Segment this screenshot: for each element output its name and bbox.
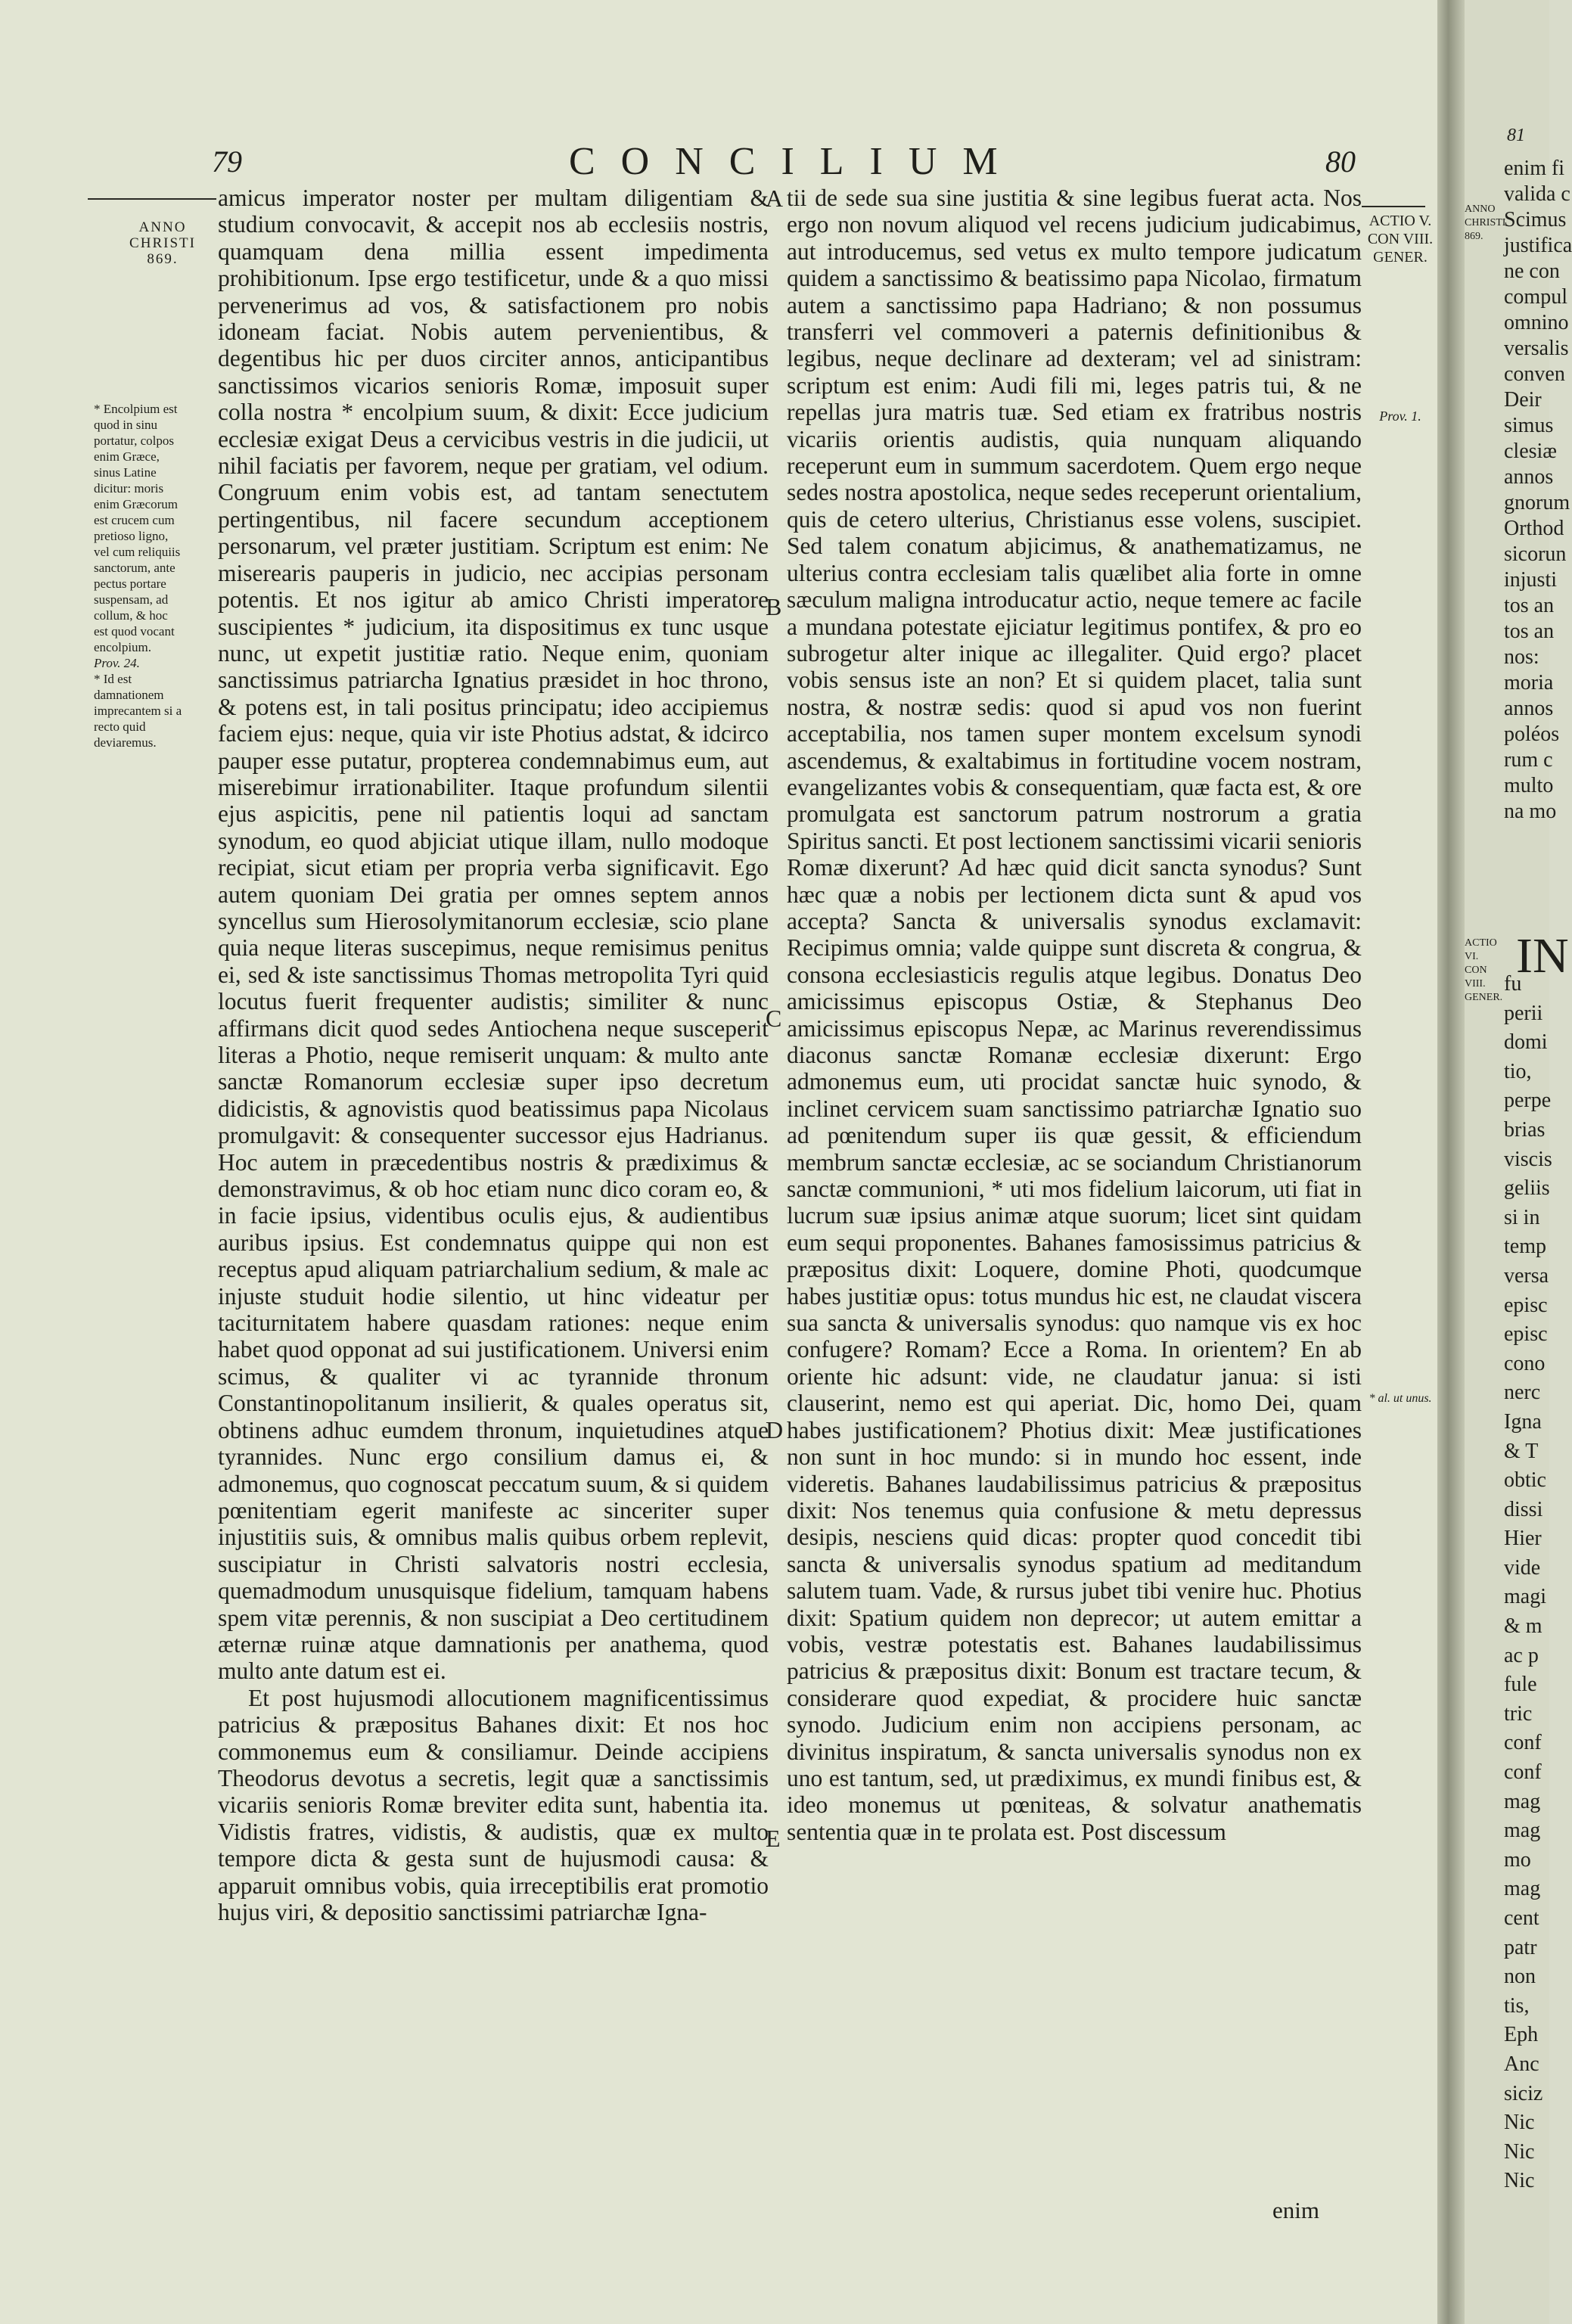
variant-reading-note: * al. ut unus. bbox=[1369, 1392, 1432, 1405]
next-page-year-note: ANNO CHRISTI 869. bbox=[1465, 204, 1506, 242]
next-page-edge bbox=[1465, 0, 1572, 2324]
catchword: enim bbox=[1272, 2197, 1319, 2223]
left-text-column bbox=[218, 185, 769, 1925]
prov-reference-left: Prov. 24. bbox=[94, 656, 140, 670]
next-page-text-fragments-top: enim fi valida c Scimus justifica ne con compul omnino versalis conven Deir simus clesiæ annos gnorum Orthod sicorun injusti tos an tos an nos: moria annos poléos rum c multo na mo bbox=[1504, 157, 1572, 823]
next-page-actio-note: ACTIO VI. CON VIII. GENER. bbox=[1465, 937, 1503, 1003]
left-paragraph-1: amicus imperator noster per multam diligentiam & studium convocavit, & accepit nos ab ecclesiis nostris, quamquam dena millia essent impedimenta prohibitionum. Ipse ergo testificetur, unde & a quo missi pervenerimus ad vos, & satisfactionem pro nobis idoneam faciat. Nobis autem pervenientibus, & degentibus hic per duos circiter annos, anticipantibus sanctissimos vicarios senioris Romæ, imposuit super colla nostra * encolpium suum, & dixit: Ecce judicium ecclesiæ exigat Deus a cervicibus vestris in die judicii, ut nihil faciatis per favorem, neque per gratiam, vel odium. Congruum enim vobis est, ad tantam senectutem pertingentibus, nil facere secundum acceptionem personarum, vel præter justitiam. Scriptum est enim: Ne miserearis pauperis in judicio, nec accipias personam potentis. Et nos igitur ab amico Christi imperatore suscipientes * judicium, ita dispositimus ex tunc usque nunc, ut expetit justitiæ ratio. Neque enim, quoniam sanctissimus patriarcha Ignatius præsidet in hoc throno, & potens est, in tali positus principatu; ideo accipiemus faciem ejus: neque, quia vir iste Photius adstat, & idcirco pauper esse putatur, propterea condemnabimus eum, aut miserebimur irrationabiliter. Itaque profundum silentii ejus aspicitis, pene nil patientis loqui ad sanctam synodum, eo quod abjiciat utique illam, nullo modoque recipiat, sicut etiam per propria verba significavit. Ego autem quoniam Dei gratia per omnes septem annos syncellus sum Hierosolymitanorum ecclesiæ, scio plane quia neque literas suscepimus, neque remisimus penitus ei, sed & iste sanctissimus Thomas metropolita Tyri quid locutus fuerit frequenter audistis; similiter & nunc affirmans dicit quod sedes Antiochena neque susceperit literas a Photio, neque remiserit unquam: & multo ante sanctæ Romanorum ecclesiæ super ipso decretum didicistis, & agnovistis quod beatissimus papa Nicolaus promulgavit: & consequenter successor ejus Hadrianus. Hoc autem in præcedentibus nostris & prædiximus & demonstravimus, & ob hoc etiam nunc dico coram eo, & in facie ipsius, videntibus oculis ejus, & audientibus auribus ipsius. Est condemnatus quippe qui non est receptus apud aliquam patriarchalium sedium, & male ac injuste studuit hodie silentio, ut hinc videatur per taciturnitatem habere quasdam rationes: neque enim habet quod opponat ad sui justificationem. Universi enim scimus, & qualiter vi ac tyrannide thronum Constantinopolitanum insilierit, & quales operatus sit, obtinens adhuc eumdem thronum, inquietudines atque tyrannides. Nunc ergo consilium damus ei, & admonemus, quo cognoscat peccatum suum, & si quidem pœnitentiam egerit manifeste ac sinceriter super injustitiis suis, & omnibus malis quibus orbem replevit, suscipiatur in Christi salvatoris nostri ecclesia, quemadmodum unusquisque fidelium, tamquam habens spem vitæ perennis, & non suscipiat a Deo certitudinem æternæ ruinæ atque damnationis per anathema, quod multo ante datum est ei. bbox=[218, 185, 769, 1685]
page-number-right: 80 bbox=[1325, 144, 1356, 179]
margin-year-note: ANNO CHRISTI 869. bbox=[129, 219, 196, 267]
actio-margin-note: ACTIO V. CON VIII. GENER. bbox=[1367, 213, 1434, 266]
right-paragraph-1: tii de sede sua sine justitia & sine legibus fuerat acta. Nos ergo non novum aliquod vel recens judicium judicabimus, aut introducemus, sed vetus ex multo tempore judicatum quidem a sanctissimo & beatissimo papa Nicolao, firmatum autem a sanctissimo papa Hadriano; & non possumus transferri vel commoveri a paternis definitionibus & legibus, neque declinare ad dexteram; vel ad sinistram: scriptum est enim: Audi fili mi, leges patris tui, & ne repellas jura matris tuæ. Sed etiam ex fratribus nostris vicariis orientis audistis, quia nunquam aliquando receperunt eum in summum sacerdotem. Quem ergo neque sedes nostra apostolica, neque sedes receperunt orientalium, quis de cetero ulterius, Christianus esse volens, suscipiet. Sed talem conatum abjicimus, & anathematizamus, ne ulterius contra ecclesiam talis quælibet alia forte in omne sæculum maligna introducatur actio, neque temere ac facile a mundana potestate ejiciatur legitimus pontifex, & pro eo subrogetur alter inique ac illegaliter. Quid ergo? placet vobis sensus iste an non? Et si quidem placet, talia sunt nostra, & nostræ sedis: quod si apud vos non fuerint acceptabilia, nos tamen super montem excelsum synodi ascendemus, & exaltabimus in fortitudine vocem nostram, evangelizantes vobis & consequentiam, quæ facta est, & ore promulgata est sanctorum patrum nostrorum a gratia Spiritus sancti. Et post lectionem sanctissimi vicarii senioris Romæ dixerunt? Ad hæc quid dicit sancta synodus? Sunt hæc quæ a nobis per lectionem dicta sunt & apud vos accepta? Sancta & universalis synodus exclamavit: Recipimus omnia; valde quippe sunt discreta & congrua, & consona ecclesiasticis regulis atque legibus. Donatus Deo amicissimus episcopus Ostiæ, & Stephanus Deo amicissimus episcopus Nepæ, ac Marinus reverendissimus diaconus sanctæ Romanæ ecclesiæ dixerunt: Ergo admonemus eum, uti procidat sanctæ huic synodo, & inclinet cervicem suam sanctissimo patriarchæ Ignatio suo ad pœnitendum super iis quæ gessit, & efficiendum membrum sanctæ ecclesiæ, ac se sociandum Christianorum sanctæ communioni, * uti mos fidelium laicorum, uti fiat in lucrum suæ ipsius animæ atque suorum; licet sint quidam eum sequi proponentes. Bahanes famosissimus patricius & præpositus dixit: Loquere, domine Photi, quodcumque habes justitiæ opus: totus mundus hic est, ne claudat viscera sua sancta & universalis synodus: quo namque vis ex hoc confugere? Romam? Ecce a Roma. In orientem? En ab oriente hic adsunt: vide, ne claudatur janua: si isti clauserint, nemo est qui aperiat. Dic, homo Dei, quam habes justificationem? Photius dixit: Meæ justificationes non sunt in hoc mundo: si in mundo hoc essent, inde videretis. Bahanes laudabilissimus patricius & præpositus dixit: Nos tenemus quia confusione & metu depressus desipis, nesciens quid dicas: propter quod concedit tibi sancta & universalis synodus spatium ad meditandum salutem tuam. Vade, & rursus jubet tibi venire huc. Photius dixit: Spatium quidem non deprecor; ut autem emittar a vobis, vestræ potestatis est. Bahanes laudabilissimus patricius & præpositus dixit: Bonum est tractare tecum, & considerare quod expediat, & procidere huic sanctæ synodo. Judicium enim non accipiens personam, ac divinitus inspiratum, & sancta universalis synodus non ex uno est tantum, sed, ut prædiximus, ex mundi finibus est, & ideo monemus ut pœniteas, & solvatur anathematis sententia quæ in te prolata est. Post discessum bbox=[787, 185, 1362, 1845]
section-letter-a: A bbox=[766, 185, 784, 212]
next-page-number: 81 bbox=[1507, 126, 1525, 145]
section-letter-c: C bbox=[766, 1005, 782, 1032]
book-gutter bbox=[1437, 0, 1465, 2324]
right-margin-rule bbox=[1362, 206, 1425, 207]
margin-footnotes-left bbox=[94, 401, 185, 750]
running-title: CONCILIUM bbox=[569, 140, 1024, 183]
section-letter-b: B bbox=[766, 593, 782, 620]
section-letter-e: E bbox=[766, 1825, 781, 1852]
section-letter-d: D bbox=[766, 1416, 784, 1443]
next-page-initial: IN bbox=[1516, 928, 1569, 983]
next-page-text-fragments-bottom: fu perii domi tio, perpe brias viscis geliis si in temp versa episc episc cono nerc Igna & T obtic dissi Hier vide magi & m ac p fule tric conf conf mag mag mo mag cent patr non tis, Eph Anc siciz Nic Nic Nic bbox=[1504, 972, 1552, 2193]
left-paragraph-2: Et post hujusmodi allocutionem magnificentissimus patricius & præpositus Bahanes dixit: Et nos hoc commonemus eum & consiliamur. Deinde accipiens Theodorus devotus a secretis, legit quæ a sanctissimis vicariis senioris Romæ breviter edita sunt, habentia ita. Vidistis fratres, vidistis, & audistis, quæ ex multo tempore dicta & gesta sunt de hujusmodi causa: & apparuit omnibus vobis, quia irreceptibilis erat promotio hujus viri, & depositio sanctissimi patriarchæ Igna- bbox=[218, 1684, 769, 1925]
page-number-left: 79 bbox=[212, 144, 242, 179]
encolpium-note: * Encolpium est quod in sinu portatur, colpos enim Græce, sinus Latine dicitur: moris enim Græcorum est crucem cum pretioso ligno, vel cum reliquiis sanctorum, ante pectus portare suspensam, ad collum, & hoc est quod vocant encolpium. bbox=[94, 402, 181, 654]
right-text-column bbox=[787, 185, 1362, 1845]
left-margin-rule bbox=[88, 198, 216, 200]
prov-reference-right: Prov. 1. bbox=[1379, 409, 1421, 424]
id-est-note: * Id est damnationem imprecantem si a recto quid deviaremus. bbox=[94, 672, 182, 750]
